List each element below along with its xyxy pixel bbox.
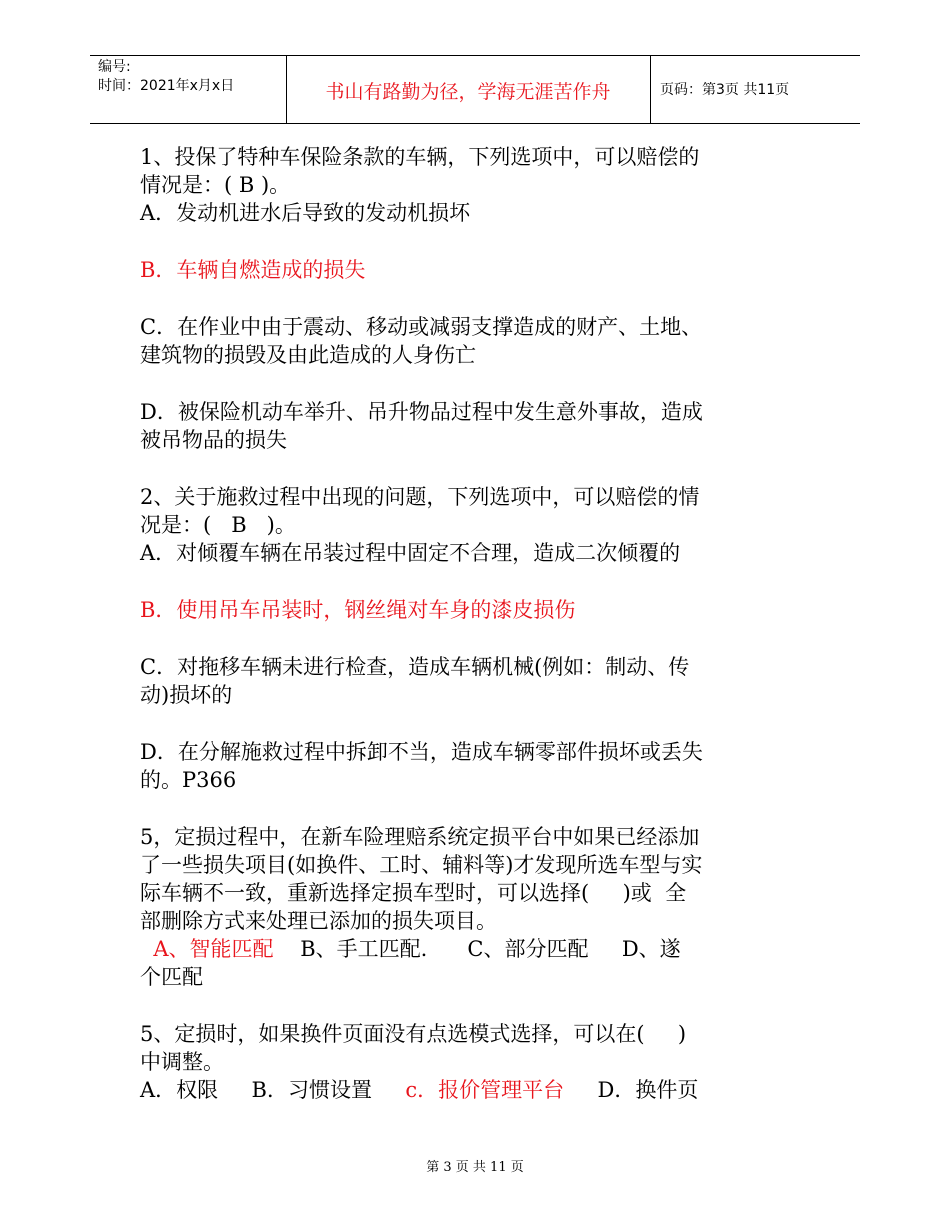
page-header [90, 55, 860, 124]
header-motto: 书山有路勤为径，学海无涯苦作舟 [325, 81, 611, 103]
option-d-cont: 被吊物品的损失 [140, 428, 287, 452]
option-d: D．被保险机动车举升、吊升物品过程中发生意外事故，造成 [140, 400, 703, 424]
page-footer: 第 3 页 共 11 页 [426, 1160, 524, 1175]
document-body [140, 143, 820, 1104]
header-page-info: 页码：第3页 共11页 [660, 82, 790, 98]
options-rest: B、手工匹配. C、部分匹配 D、遂 [273, 937, 681, 961]
question-stem-line: 际车辆不一致，重新选择定损车型时，可以选择( )或 全 [140, 881, 687, 905]
option-c-cont: 建筑物的损毁及由此造成的人身伤亡 [140, 343, 476, 367]
option-d: D．换件页 [564, 1078, 699, 1102]
question-stem-line: 况是：( B )。 [140, 513, 296, 537]
question-stem-line: 2、关于施救过程中出现的问题，下列选项中，可以赔偿的情 [140, 485, 700, 509]
option-c: C．在作业中由于震动、移动或减弱支撑造成的财产、土地、 [140, 315, 703, 339]
option-d: D．在分解施救过程中拆卸不当，造成车辆零部件损坏或丢失 [140, 740, 703, 764]
time-label: 时间：2021年x月x日 [98, 78, 235, 94]
option-c-cont: 动)损坏的 [140, 683, 233, 707]
options-ab: A．权限 B．习惯设置 [140, 1078, 406, 1102]
question-5a [140, 823, 820, 991]
question-1 [140, 143, 820, 454]
option-a-correct: A、智能匹配 [140, 937, 274, 961]
question-stem-line: 了一些损失项目(如换件、工时、辅料等)才发现所选车型与实 [140, 853, 703, 877]
question-stem-line: 中调整。 [140, 1050, 224, 1074]
question-stem-line: 1、投保了特种车保险条款的车辆，下列选项中，可以赔偿的 [140, 145, 700, 169]
question-stem-line: 5，定损过程中，在新车险理赔系统定损平台中如果已经添加 [140, 825, 700, 849]
question-stem-line: 部删除方式来处理已添加的损失项目。 [140, 909, 497, 933]
code-label: 编号: [98, 59, 131, 75]
options-line [140, 935, 820, 963]
question-stem-line: 5、定损时，如果换件页面没有点选模式选择，可以在( ) [140, 1022, 687, 1046]
question-2 [140, 483, 820, 794]
option-a: A．发动机进水后导致的发动机损坏 [140, 201, 471, 225]
option-a: A．对倾覆车辆在吊装过程中固定不合理，造成二次倾覆的 [140, 541, 681, 565]
option-d-cont: 的。P366 [140, 768, 237, 792]
option-b-correct: B．使用吊车吊装时，钢丝绳对车身的漆皮损伤 [140, 598, 576, 622]
header-meta [98, 58, 234, 96]
question-stem-line: 情况是：( B )。 [140, 173, 291, 197]
options-line-cont: 个匹配 [140, 965, 203, 989]
options-line [140, 1076, 820, 1104]
option-c: C．对拖移车辆未进行检查，造成车辆机械(例如：制动、传 [140, 655, 690, 679]
header-divider [650, 56, 651, 123]
option-b-correct: B．车辆自燃造成的损失 [140, 258, 366, 282]
option-c-correct: c．报价管理平台 [405, 1078, 565, 1102]
question-5b [140, 1020, 820, 1104]
